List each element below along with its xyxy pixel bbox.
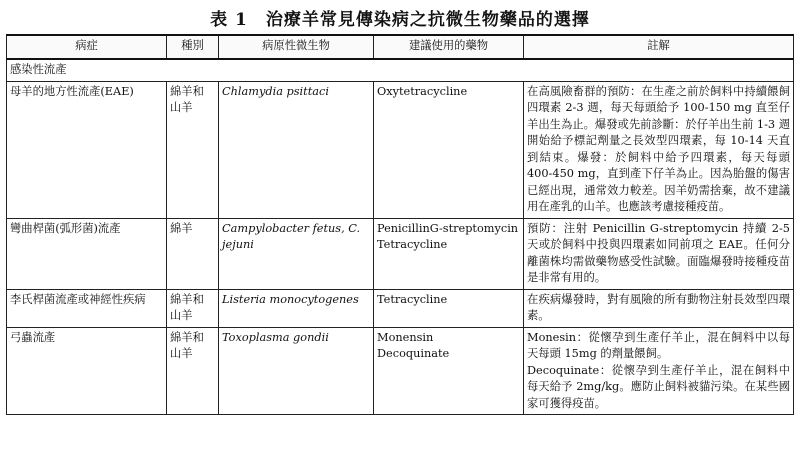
table-row	[7, 218, 794, 289]
header-note: 註解	[524, 35, 794, 59]
disease-cell: 彎曲桿菌(弧形菌)流產	[7, 218, 167, 289]
pathogen-cell: Listeria monocytogenes	[219, 289, 374, 327]
table-header-row	[7, 35, 794, 59]
header-species: 種別	[167, 35, 219, 59]
note-text: 預防：注射 Penicillin G-streptomycin 持續 2-5 天或於飼料中投與四環素如同前項之 EAE。任何分離菌株均需做藥物感受性試驗。面臨爆發時接種疫苗是非常有用的。	[527, 221, 790, 284]
note-text: 在高風險畜群的預防：在生產之前於飼料中持續餵飼四環素 2-3 週，每天每頭給予 100-150 mg 直至仔羊出生為止。爆發或先前診斷：於仔羊出生前 1-3 週開始給予標記劑量之長效型四環素，每 10-14 天直到結束。爆發：於飼料中給予四環素，每天每頭 400-450 mg，直到產下仔羊為止。因為胎盤的傷害已經出現，通常效力較差。因羊奶需捨棄，故不建議用在產乳的山羊。也應該考慮接種疫苗。	[527, 84, 790, 213]
drug-name: PenicillinG-streptomycin	[377, 221, 519, 235]
drug-cell	[374, 327, 524, 415]
table-row	[7, 327, 794, 415]
pathogen-cell: Toxoplasma gondii	[219, 327, 374, 415]
table-title: 表 1 治療羊常見傳染病之抗微生物藥品的選擇	[210, 10, 590, 30]
antimicrobial-table	[6, 34, 794, 415]
drug-name: Monensin	[377, 330, 434, 344]
species-cell: 綿羊和山羊	[167, 81, 219, 218]
drug-name: Tetracycline	[377, 292, 448, 306]
header-disease: 病症	[7, 35, 167, 59]
note-text: Decoquinate：從懷孕到生產仔羊止，混在飼料中每天給予 2mg/kg。應防止飼料被貓污染。在某些國家可獲得疫苗。	[527, 363, 790, 410]
disease-cell: 弓蟲流產	[7, 327, 167, 415]
species-cell: 綿羊和山羊	[167, 327, 219, 415]
note-cell	[524, 218, 794, 289]
table-row	[7, 81, 794, 218]
pathogen-cell: Campylobacter fetus, C. jejuni	[219, 218, 374, 289]
note-text: 在疾病爆發時，對有風險的所有動物注射長效型四環素。	[527, 292, 790, 322]
note-cell	[524, 81, 794, 218]
note-text: Monesin：從懷孕到生產仔羊止，混在飼料中以每天每頭 15mg 的劑量餵飼。	[527, 330, 790, 360]
header-pathogen: 病原性微生物	[219, 35, 374, 59]
species-cell: 綿羊和山羊	[167, 289, 219, 327]
note-cell	[524, 289, 794, 327]
drug-name: Decoquinate	[377, 347, 450, 360]
header-drug: 建議使用的藥物	[374, 35, 524, 59]
drug-name: Oxytetracycline	[377, 84, 468, 98]
drug-cell	[374, 81, 524, 218]
drug-cell	[374, 218, 524, 289]
section-row	[7, 59, 794, 81]
disease-cell: 母羊的地方性流產(EAE)	[7, 81, 167, 218]
drug-name: Tetracycline	[377, 238, 448, 251]
table-row	[7, 289, 794, 327]
pathogen-cell: Chlamydia psittaci	[219, 81, 374, 218]
section-label: 感染性流產	[7, 59, 794, 81]
disease-cell: 李氏桿菌流產或神經性疾病	[7, 289, 167, 327]
species-cell: 綿羊	[167, 218, 219, 289]
drug-cell	[374, 289, 524, 327]
note-cell	[524, 327, 794, 415]
